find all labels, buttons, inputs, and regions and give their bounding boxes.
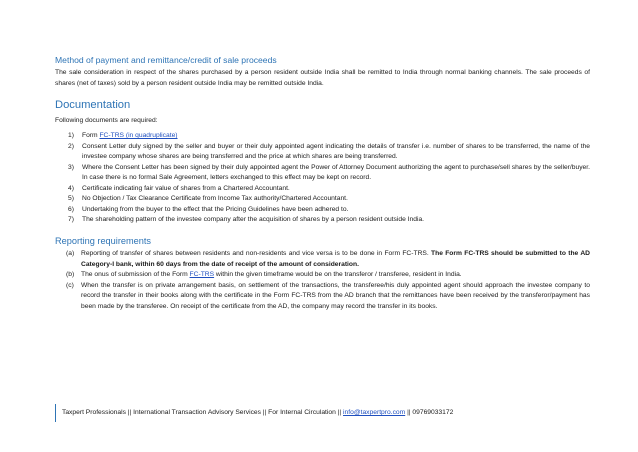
reporting-heading: Reporting requirements bbox=[55, 236, 152, 246]
list-letter: (b) bbox=[66, 271, 75, 278]
footer-phone: || 09769033172 bbox=[405, 409, 454, 416]
list-item bbox=[55, 131, 590, 142]
list-letter: (c) bbox=[66, 281, 74, 289]
list-text: Undertaking from the buyer to the effect that the Pricing Guidelines have been adhered to. bbox=[82, 205, 349, 213]
list-letter: (a) bbox=[66, 250, 75, 257]
documentation-heading: Documentation bbox=[55, 99, 131, 111]
list-text-suffix: within the given timeframe would be on the transferor / transferee, resident in India. bbox=[214, 271, 462, 278]
list-number: 1) bbox=[68, 132, 74, 139]
footer-text: Taxpert Professionals || International Transaction Advisory Services || For Internal Circulation || bbox=[62, 409, 344, 416]
list-text: No Objection / Tax Clearance Certificate from Income Tax authority/Chartered Accountant. bbox=[82, 195, 348, 202]
list-text: Consent Letter duly signed by the seller and buyer or their duly appointed agent indicating the details of transfer i.e. number of shares to be transferred, the name of the investee company whose shares are being transferred and the price at which shares are being transferred. bbox=[82, 142, 590, 160]
list-item bbox=[55, 270, 590, 281]
list-number: 4) bbox=[68, 184, 74, 192]
list-text: Certificate indicating fair value of shares from a Chartered Accountant. bbox=[82, 184, 290, 192]
documentation-intro: Following documents are required: bbox=[55, 117, 158, 124]
footer-email-link[interactable]: info@taxpertpro.com bbox=[343, 409, 406, 416]
list-number: 7) bbox=[68, 216, 74, 223]
documents-list bbox=[55, 131, 590, 226]
list-text: When the transfer is on private arrangement basis, on settlement of the transactions, the transferee/his duly appointed agent should approach the investee company to record the transfer in their books along with the certificate in the Form FC-TRS from the AD branch that the remittances have been received by the transferor/payment has been made by the transferee. On receipt of the certificate from the AD, the company may record the transfer in its books. bbox=[81, 281, 590, 310]
list-item bbox=[55, 249, 590, 270]
list-text: The shareholding pattern of the investee company after the acquisition of shares by a person resident outside India. bbox=[82, 216, 425, 223]
list-text-prefix: Form bbox=[82, 132, 100, 139]
fc-trs-link[interactable]: FC-TRS bbox=[189, 271, 215, 278]
reporting-list bbox=[55, 249, 590, 312]
list-item bbox=[55, 281, 590, 313]
list-item bbox=[55, 194, 590, 205]
list-item bbox=[55, 163, 590, 184]
list-number: 5) bbox=[68, 195, 74, 202]
list-text: Reporting of transfer of shares between residents and non-residents and vice versa is to be done in Form FC-TRS. bbox=[81, 250, 432, 257]
list-item bbox=[55, 184, 590, 195]
fc-trs-form-link[interactable]: FC-TRS (in quadruplicate) bbox=[99, 132, 178, 139]
payment-heading: Method of payment and remittance/credit of sale proceeds bbox=[55, 55, 277, 65]
page-footer bbox=[55, 404, 595, 422]
list-number: 2) bbox=[68, 142, 74, 150]
list-text-prefix: The onus of submission of the Form bbox=[81, 271, 190, 278]
list-item bbox=[55, 205, 590, 216]
list-text: Where the Consent Letter has been signed by their duly appointed agent the Power of Attorney Document authorizing the agent to purchase/sell shares by the seller/buyer. In case there is no formal Sale Agreement, letters exchanged to this effect may be kept on record. bbox=[82, 163, 590, 181]
list-text-bold: The Form FC-TRS should be submitted to the AD Category-I bank, within 60 days from the date of receipt of the amount of consideration. bbox=[81, 250, 590, 268]
payment-paragraph: The sale consideration in respect of the shares purchased by a person resident outside India shall be remitted to India through normal banking channels. The sale proceeds of shares (net of taxes) sold by a person resident outside India may be remitted outside India. bbox=[55, 69, 590, 87]
list-number: 3) bbox=[68, 163, 74, 171]
list-number: 6) bbox=[68, 205, 74, 213]
list-item bbox=[55, 142, 590, 163]
list-item bbox=[55, 215, 590, 226]
